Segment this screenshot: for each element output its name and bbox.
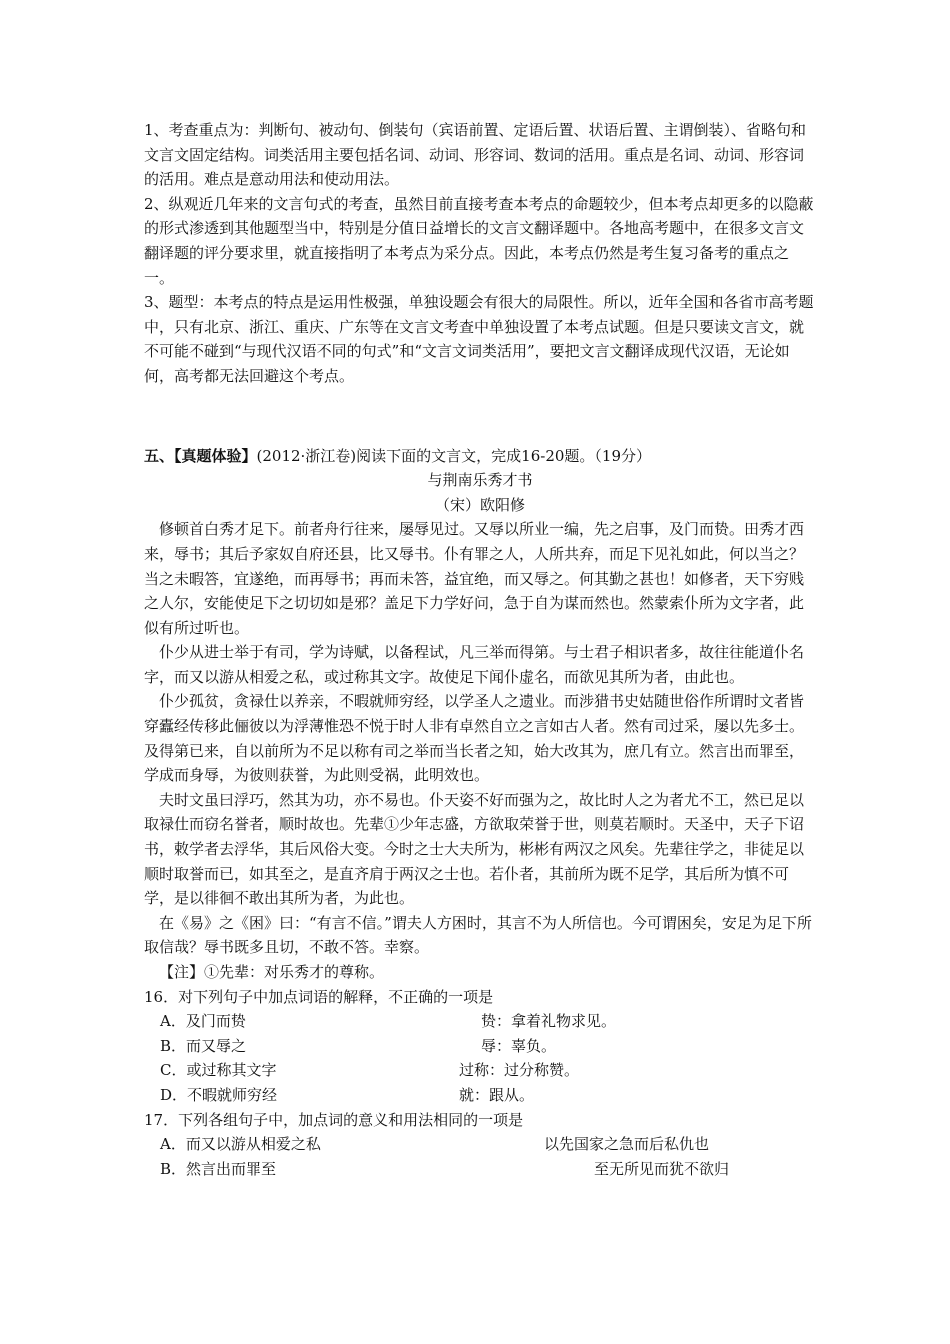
section-heading-text: (2012·浙江卷)阅读下面的文言文，完成16-20题。（19分） [256, 446, 651, 465]
passage-paragraph-5: 在《易》之《困》曰：“有言不信。”谓夫人方困时，其言不为人所信也。今可谓困矣，安足为足下所取信哉？辱书既多且切，不敢不答。幸察。 [144, 913, 812, 957]
option-text: D．不暇就师穷经 [160, 1085, 278, 1104]
question-17-stem: 17．下列各组句子中，加点词的意义和用法相同的一项是 [144, 1110, 524, 1129]
question-16-option-d [144, 1083, 816, 1108]
question-16-stem: 16．对下列句子中加点词语的解释，不正确的一项是 [144, 987, 494, 1006]
passage-paragraph-1: 修顿首白秀才足下。前者舟行往来，屡辱见过。又辱以所业一编，先之启事，及门而贽。田秀才西来，辱书；其后予家奴自府还县，比又辱书。仆有罪之人，人所共弃，而足下见礼如此，何以当之？当之未暇答，宜遂绝，而再辱书；再而未答，益宜绝，而又辱之。何其勤之甚也！如修者，天下穷贱之人尔，安能使足下之切切如是邪？盖足下力学好问，急于自为谋而然也。然蒙索仆所为文字者，此似有所过听也。 [144, 520, 805, 637]
passage-paragraph-4: 夫时文虽曰浮巧，然其为功，亦不易也。仆天姿不好而强为之，故比时人之为者尤不工，然已足以取禄仕而窃名誉者，顺时故也。先辈①少年志盛，方欲取荣誉于世，则莫若顺时。天圣中，天子下诏书，敕学者去浮华，其后风俗大变。今时之士大夫所为，彬彬有两汉之风矣。先辈往学之，非徒足以顺时取誉而已，如其至之，是直齐肩于两汉之士也。若仆者，其前所为既不足学，其后所为慎不可学，是以徘徊不敢出其所为者，为此也。 [144, 790, 805, 908]
passage-paragraph-3: 仆少孤贫，贪禄仕以养亲，不暇就师穷经，以学圣人之遗业。而涉猎书史姑随世俗作所谓时文者皆穿蠹经传移此俪彼以为浮薄惟恐不悦于时人非有卓然自立之言如古人者。然有司过采，屡以先多士。及得第已来，自以前所为不足以称有司之举而当长者之知，始大改其为，庶几有立。然言出而罪至，学成而身辱，为彼则获誉，为此则受祸，此明效也。 [144, 692, 805, 785]
question-16-option-b [144, 1034, 816, 1059]
option-compare: 以先国家之急而后私仇也 [544, 1135, 710, 1154]
option-text: B．然言出而罪至 [160, 1159, 277, 1178]
passage-paragraph-2: 仆少从进士举于有司，学为诗赋，以备程试，凡三举而得第。与士君子相识者多，故往往能道仆名字，而又以游从相爱之私，或过称其文字。故使足下闻仆虚名，而欲见其所为者，由此也。 [144, 643, 805, 686]
option-text: A．而又以游从相爱之私 [160, 1135, 321, 1154]
section-heading [144, 444, 816, 469]
option-compare: 至无所见而犹不欲归 [594, 1159, 730, 1178]
option-gloss: 过称：过分称赞。 [459, 1061, 580, 1080]
option-text: C．或过称其文字 [160, 1061, 277, 1080]
option-gloss: 贽：拿着礼物求见。 [481, 1012, 617, 1031]
passage-note: 【注】①先辈：对乐秀才的尊称。 [159, 963, 385, 981]
document-page [144, 118, 816, 1181]
question-16-option-c [144, 1058, 816, 1083]
section-heading-label: 五、【真题体验】 [144, 446, 257, 465]
passage-title: 与荆南乐秀才书 [427, 471, 533, 490]
question-16-option-a [144, 1009, 816, 1034]
option-text: A．及门而贽 [160, 1012, 246, 1031]
option-text: B．而又辱之 [160, 1036, 247, 1055]
option-gloss: 辱：辜负。 [481, 1036, 557, 1055]
intro-paragraph-3: 3、题型：本考点的特点是运用性极强，单独设题会有很大的局限性。所以，近年全国和各省市高考题中，只有北京、浙江、重庆、广东等在文言文考查中单独设置了本考点试题。但是只要读文言文，就不可能不碰到“与现代汉语不同的句式”和“文言文词类活用”，要把文言文翻译成现代汉语，无论如何，高考都无法回避这个考点。 [144, 293, 814, 385]
option-gloss: 就：跟从。 [459, 1085, 535, 1104]
section-spacer [144, 389, 816, 444]
question-17-option-b [144, 1157, 816, 1182]
passage-author: （宋）欧阳修 [434, 495, 525, 514]
question-17-option-a [144, 1132, 816, 1157]
intro-paragraph-2: 2、纵观近几年来的文言句式的考查，虽然目前直接考查本考点的命题较少，但本考点却更多的以隐蔽的形式渗透到其他题型当中，特别是分值日益增长的文言文翻译题中。各地高考题中，在很多文言文翻译题的评分要求里，就直接指明了本考点为采分点。因此，本考点仍然是考生复习备考的重点之一。 [144, 194, 814, 287]
intro-paragraph-1: 1、考查重点为：判断句、被动句、倒装句（宾语前置、定语后置、状语后置、主谓倒装）、省略句和文言文固定结构。词类活用主要包括名词、动词、形容词、数词的活用。重点是名词、动词、形容词的活用。难点是意动用法和使动用法。 [144, 121, 807, 189]
